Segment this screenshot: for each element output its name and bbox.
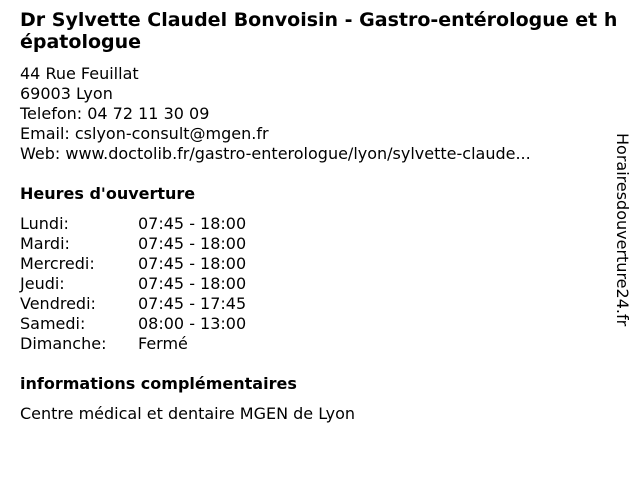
day-label: Samedi: — [20, 314, 86, 333]
time-value: 07:45 - 17:45 — [138, 294, 247, 313]
time-value: 07:45 - 18:00 — [138, 234, 247, 253]
info-text: Centre médical et dentaire MGEN de Lyon — [20, 404, 356, 423]
time-value: 07:45 - 18:00 — [138, 254, 247, 273]
day-label: Mercredi: — [20, 254, 95, 273]
street-address: 44 Rue Feuillat — [20, 64, 139, 83]
day-label: Vendredi: — [20, 294, 96, 313]
day-label: Lundi: — [20, 214, 69, 233]
email-address: Email: cslyon-consult@mgen.fr — [20, 124, 269, 143]
time-value: 08:00 - 13:00 — [138, 314, 247, 333]
info-heading: informations complémentaires — [20, 374, 297, 393]
day-label: Jeudi: — [20, 274, 65, 293]
contact-block — [20, 64, 531, 164]
time-value: Fermé — [138, 334, 188, 353]
page-title: Dr Sylvette Claudel Bonvoisin - Gastro-entérologue et hépatologue — [20, 9, 618, 53]
hours-heading: Heures d'ouverture — [20, 184, 196, 203]
time-value: 07:45 - 18:00 — [138, 274, 247, 293]
website-link[interactable]: Web: www.doctolib.fr/gastro-enterologue/lyon/sylvette-claude... — [20, 144, 531, 163]
phone-number: Telefon: 04 72 11 30 09 — [20, 104, 210, 123]
side-brand-watermark: Horairesdouverture24.fr — [613, 133, 632, 327]
day-label: Dimanche: — [20, 334, 107, 353]
day-label: Mardi: — [20, 234, 70, 253]
time-value: 07:45 - 18:00 — [138, 214, 247, 233]
city-postcode: 69003 Lyon — [20, 84, 113, 103]
